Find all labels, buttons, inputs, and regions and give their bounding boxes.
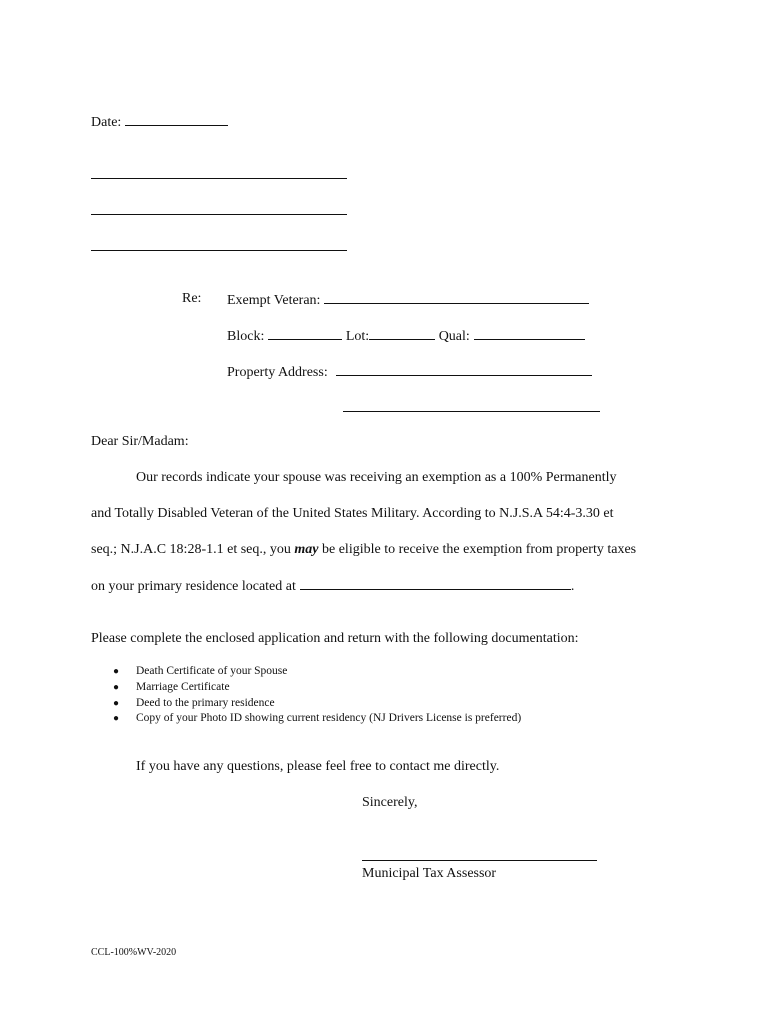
form-code: CCL-100%WV-2020 [91, 947, 177, 958]
list-item [113, 680, 521, 696]
bullet-icon: ● [113, 697, 120, 709]
body-emphasis-may: may [294, 542, 319, 557]
documents-list [113, 664, 521, 727]
list-item [113, 711, 521, 727]
body-line-3-start: seq.; N.J.A.C 18:28-1.1 et seq., you [91, 542, 295, 557]
block-blank[interactable] [268, 326, 342, 340]
body-line-2: and Totally Disabled Veteran of the United States Military. According to N.J.S.A 54:4-3.30 et [91, 506, 614, 521]
signature-line[interactable] [362, 860, 597, 861]
lot-blank[interactable] [369, 326, 435, 340]
body-line-3-end: be eligible to receive the exemption from property taxes [318, 542, 637, 557]
signature-title: Municipal Tax Assessor [362, 866, 497, 881]
bullet-icon: ● [113, 681, 120, 693]
list-item [113, 696, 521, 712]
bullet-icon: ● [113, 666, 120, 677]
exempt-veteran-blank[interactable] [324, 290, 589, 304]
document-item-label: Deed to the primary residence [136, 696, 275, 709]
document-item-label: Death Certificate of your Spouse [136, 665, 288, 677]
residence-label: on your primary residence located at [91, 579, 296, 594]
residence-period: . [570, 579, 575, 594]
recipient-line-2[interactable] [91, 214, 347, 215]
date-label: Date: [91, 115, 122, 130]
block-lot-qual-row [227, 326, 585, 346]
residence-blank[interactable] [300, 576, 571, 590]
property-address-blank-1[interactable] [336, 362, 592, 376]
body-line-4 [91, 576, 574, 596]
body-line-1: Our records indicate your spouse was receiving an exemption as a 100% Permanently [136, 470, 617, 485]
recipient-line-3[interactable] [91, 250, 347, 251]
qual-blank[interactable] [474, 326, 585, 340]
closing: Sincerely, [362, 795, 418, 810]
property-address-field [227, 362, 592, 382]
instructions: Please complete the enclosed application and return with the following documentation: [91, 631, 579, 646]
block-label: Block: [227, 329, 265, 344]
date-field [91, 112, 228, 132]
lot-label: Lot: [345, 329, 370, 344]
recipient-line-1[interactable] [91, 178, 347, 179]
qual-label: Qual: [438, 329, 470, 344]
salutation: Dear Sir/Madam: [91, 434, 189, 449]
property-address-label: Property Address: [227, 365, 328, 380]
list-item [113, 664, 521, 680]
document-item-label: Marriage Certificate [136, 680, 230, 693]
property-address-blank-2[interactable] [343, 411, 600, 412]
questions-text: If you have any questions, please feel free to contact me directly. [136, 759, 500, 774]
date-blank[interactable] [125, 112, 228, 126]
re-label: Re: [182, 291, 202, 306]
bullet-icon: ● [113, 713, 120, 725]
exempt-veteran-label: Exempt Veteran: [227, 293, 321, 308]
body-line-3 [91, 541, 636, 559]
exempt-veteran-field [227, 290, 589, 310]
document-item-label: Copy of your Photo ID showing current residency (NJ Drivers License is preferred) [136, 712, 522, 725]
